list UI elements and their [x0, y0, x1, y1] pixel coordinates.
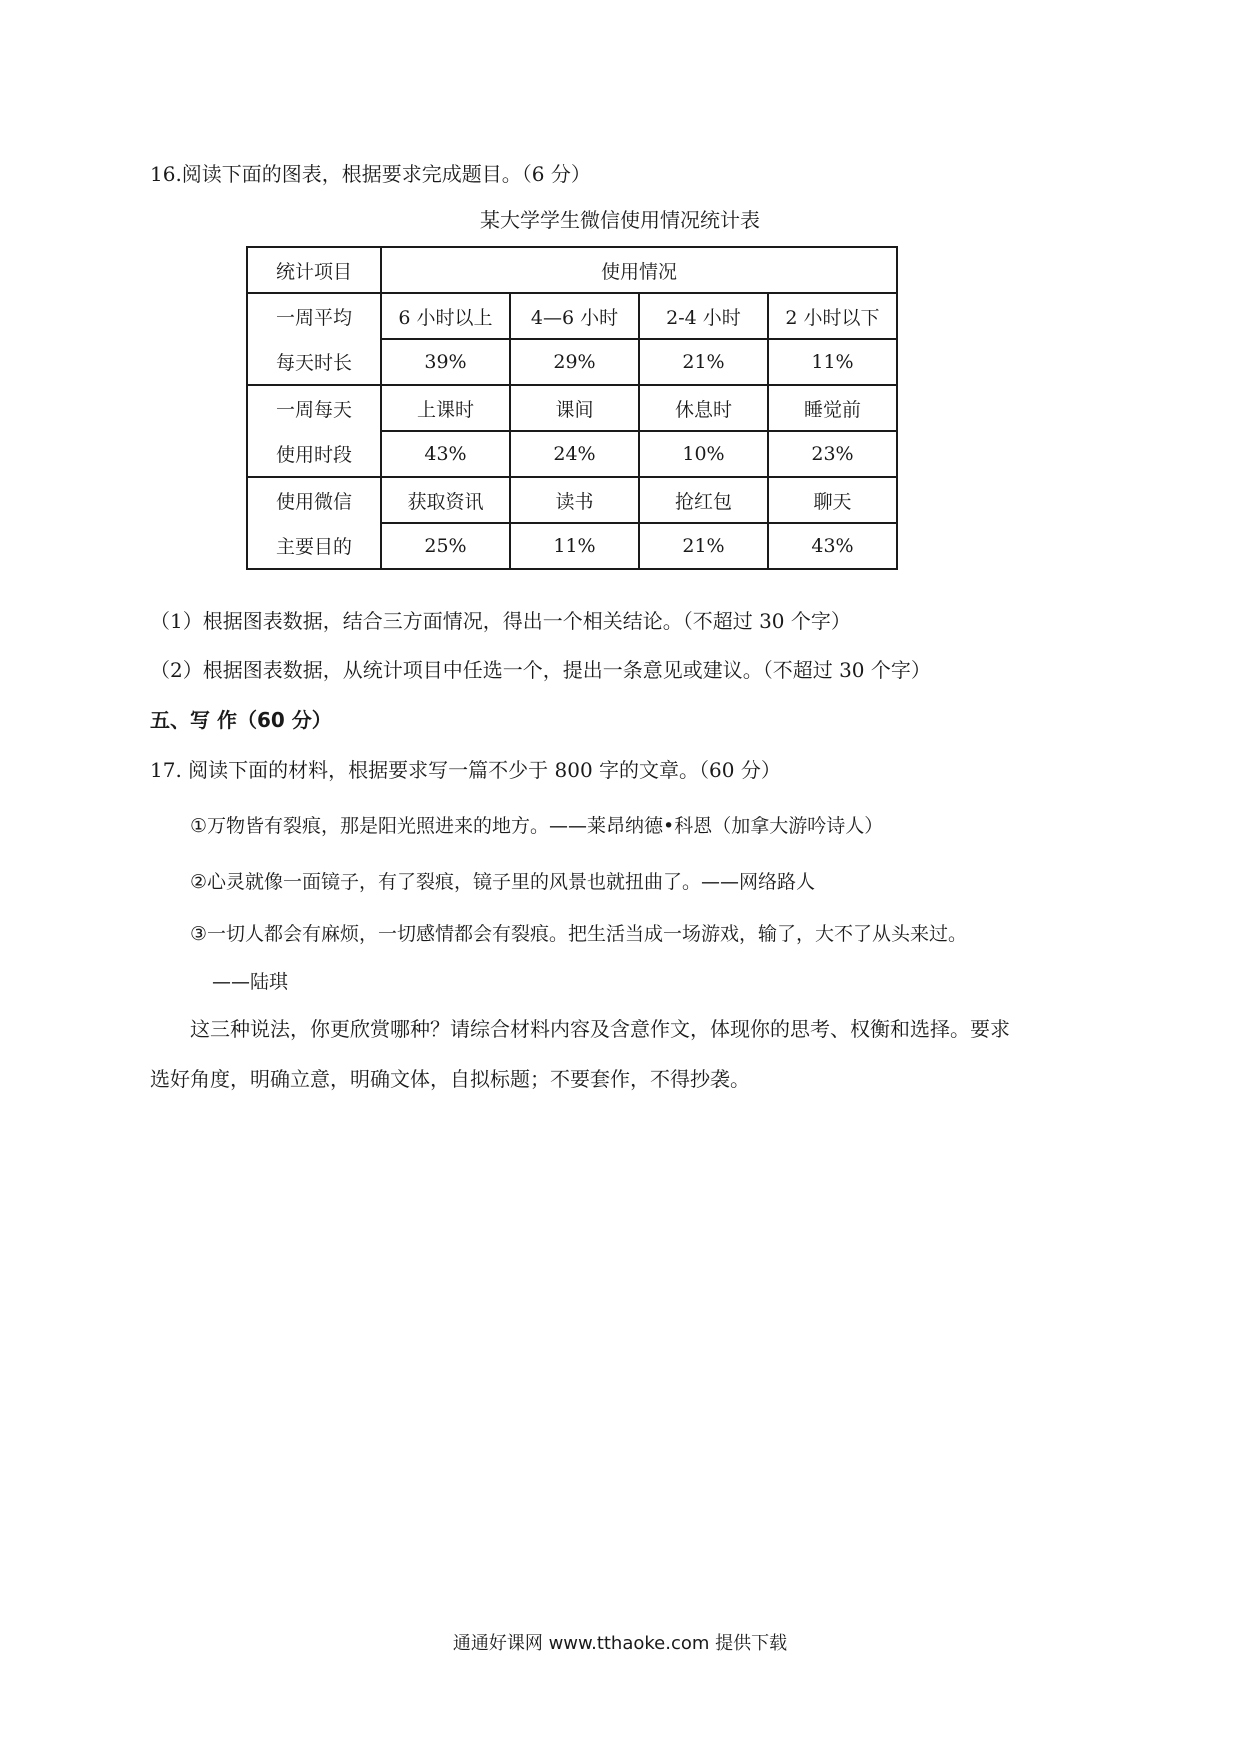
category-cell: 6 小时以上 — [381, 293, 510, 339]
group-label-line1: 一周每天 — [247, 385, 381, 431]
value-cell: 23% — [768, 431, 897, 477]
table-header-row — [247, 247, 897, 293]
header-item-cell: 统计项目 — [247, 247, 381, 293]
group-label-line2: 使用时段 — [247, 431, 381, 477]
table-row — [247, 339, 897, 385]
table-row — [247, 431, 897, 477]
table-row — [247, 385, 897, 431]
value-cell: 11% — [768, 339, 897, 385]
table-row — [247, 293, 897, 339]
material-3: ③一切人都会有麻烦，一切感情都会有裂痕。把生活当成一场游戏，输了，大不了从头来过。 — [190, 923, 968, 945]
question-16-sub-2: （2）根据图表数据，从统计项目中任选一个，提出一条意见或建议。（不超过 30 个字） — [150, 658, 931, 682]
value-cell: 21% — [639, 523, 768, 569]
header-usage-cell: 使用情况 — [381, 247, 897, 293]
wechat-usage-table — [246, 246, 898, 570]
group-label-line2: 每天时长 — [247, 339, 381, 385]
value-cell: 43% — [768, 523, 897, 569]
value-cell: 43% — [381, 431, 510, 477]
material-1: ①万物皆有裂痕，那是阳光照进来的地方。——莱昂纳德•科恩（加拿大游吟诗人） — [190, 815, 884, 837]
value-cell: 39% — [381, 339, 510, 385]
category-cell: 休息时 — [639, 385, 768, 431]
group-label-line1: 使用微信 — [247, 477, 381, 523]
table-row — [247, 523, 897, 569]
section-5-heading: 五、写 作（60 分） — [150, 708, 332, 732]
category-cell: 睡觉前 — [768, 385, 897, 431]
category-cell: 读书 — [510, 477, 639, 523]
value-cell: 10% — [639, 431, 768, 477]
question-17-heading: 17. 阅读下面的材料，根据要求写一篇不少于 800 字的文章。（60 分） — [150, 758, 781, 782]
category-cell: 上课时 — [381, 385, 510, 431]
category-cell: 聊天 — [768, 477, 897, 523]
material-3-source: ——陆琪 — [212, 971, 289, 993]
value-cell: 24% — [510, 431, 639, 477]
category-cell: 4—6 小时 — [510, 293, 639, 339]
category-cell: 2-4 小时 — [639, 293, 768, 339]
question-16-sub-1: （1）根据图表数据，结合三方面情况，得出一个相关结论。（不超过 30 个字） — [150, 609, 851, 633]
value-cell: 25% — [381, 523, 510, 569]
value-cell: 21% — [639, 339, 768, 385]
table-title: 某大学学生微信使用情况统计表 — [480, 208, 760, 232]
page-footer: 通通好课网 www.tthaoke.com 提供下载 — [452, 1633, 788, 1654]
value-cell: 29% — [510, 339, 639, 385]
category-cell: 2 小时以下 — [768, 293, 897, 339]
category-cell: 获取资讯 — [381, 477, 510, 523]
question-16-heading: 16.阅读下面的图表，根据要求完成题目。（6 分） — [150, 162, 591, 186]
writing-prompt-line-2: 选好角度，明确立意，明确文体，自拟标题；不要套作，不得抄袭。 — [150, 1067, 750, 1091]
writing-prompt-line-1: 这三种说法，你更欣赏哪种？请综合材料内容及含意作文，体现你的思考、权衡和选择。要求 — [190, 1017, 1010, 1041]
table-row — [247, 477, 897, 523]
category-cell: 课间 — [510, 385, 639, 431]
group-label-line2: 主要目的 — [247, 523, 381, 569]
value-cell: 11% — [510, 523, 639, 569]
group-label-line1: 一周平均 — [247, 293, 381, 339]
material-2: ②心灵就像一面镜子，有了裂痕，镜子里的风景也就扭曲了。——网络路人 — [190, 871, 816, 893]
category-cell: 抢红包 — [639, 477, 768, 523]
